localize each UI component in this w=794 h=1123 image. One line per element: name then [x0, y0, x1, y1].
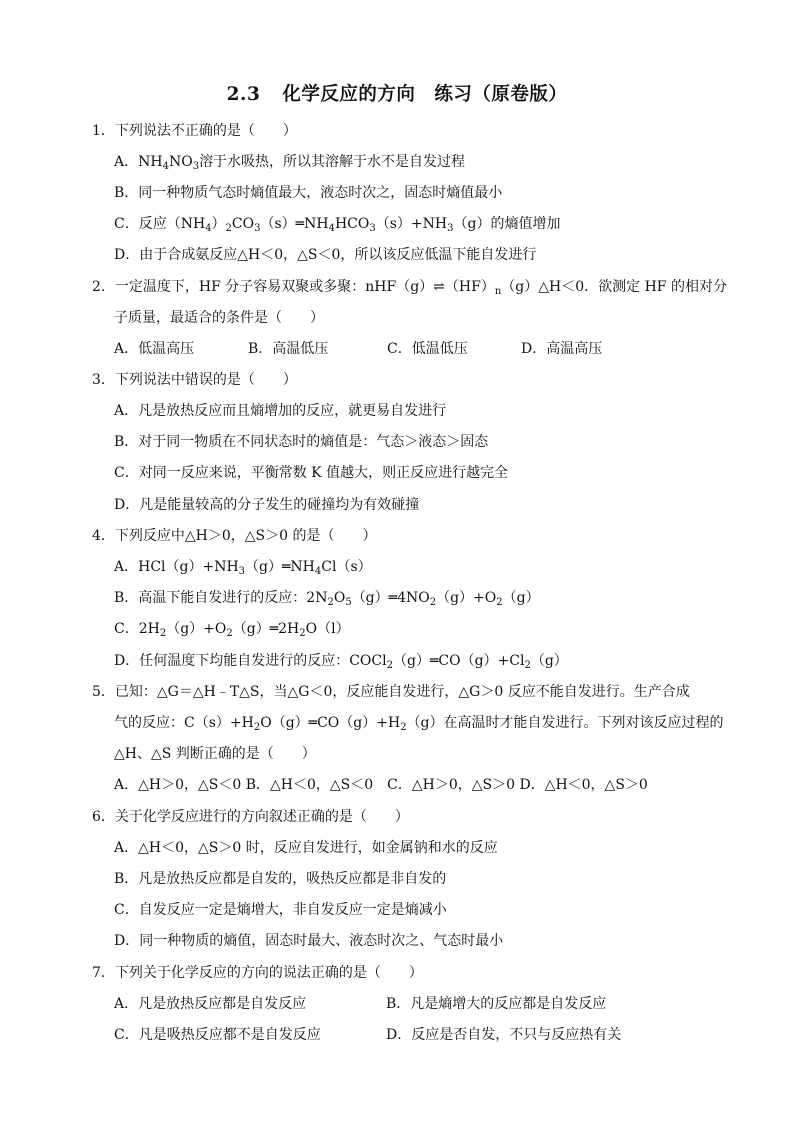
q4-option-b: B．高温下能自发进行的反应：$2N_2O_5(g)═4NO_2(g)+O_2(g)$	[114, 590, 540, 608]
q2-option-b: B．高温低压	[248, 341, 329, 357]
q6-option-d: D．同一种物质的熵值，固态时最大、液态时次之、气态时最小	[114, 933, 504, 949]
q2-stem-line2: 子质量，最适合的条件是（ ）	[114, 310, 324, 326]
q2-option-a: A．低温高压	[114, 341, 195, 357]
q3-option-b: B．对于同一物质在不同状态时的熵值是：气态＞液态＞固态	[114, 434, 489, 450]
q5-options: A．△H＞0，△S＜0 B．△H＜0，△S＜0 C．△H＞0，△S＞0 D．△H＜0，△S＞0	[114, 777, 648, 793]
q3-option-d: D．凡是能量较高的分子发生的碰撞均为有效碰撞	[114, 497, 420, 513]
q4-option-d: D．任何温度下均能自发进行的反应：$COCl_2(g)═CO(g)+Cl_2(g)$	[114, 653, 568, 671]
q1-option-d: D．由于合成氨反应△H＜0，△S＜0，所以该反应低温下能自发进行	[114, 247, 537, 263]
q1-option-c: C．反应$(NH_4)_2CO_3(s)═NH_4HCO_3(s)+NH_3(g)$的熵值增加	[114, 216, 561, 234]
q6-stem: 6．关于化学反应进行的方向叙述正确的是（ ）	[92, 809, 409, 825]
q5-stem-line1: 5．已知：△G＝△H﹣T△S，当△G＜0，反应能自发进行，△G＞0 反应不能自发进行。生产合成	[92, 684, 690, 700]
q4-stem: 4．下列反应中△H＞0，△S＞0 的是（ ）	[92, 528, 377, 544]
q4-option-c: C．$2H_2(g)+O_2(g)═2H_2O(l)$	[114, 621, 350, 639]
title-number: 2.3	[226, 84, 261, 105]
q5-stem-line3: △H、△S 判断正确的是（ ）	[114, 746, 316, 762]
q7-stem: 7．下列关于化学反应的方向的说法正确的是（ ）	[92, 965, 423, 981]
q6-option-c: C．自发反应一定是熵增大，非自发反应一定是熵减小	[114, 902, 447, 918]
q1-option-b: B．同一种物质气态时熵值最大，液态时次之，固态时熵值最小	[114, 185, 503, 201]
q5-stem-line2: 气的反应：$C(s)+H_2O(g)═CO(g)+H_2(g)$在高温时才能自发进行。下列对该反应过程的	[114, 715, 724, 733]
q1-stem: 1．下列说法不正确的是（ ）	[92, 123, 297, 139]
q4-option-a: A．$HCl(g)+NH_3(g)═NH_4Cl(s)$	[114, 559, 372, 577]
q3-stem: 3．下列说法中错误的是（ ）	[92, 372, 297, 388]
title-text: 化学反应的方向 练习（原卷版）	[282, 84, 568, 105]
q2-option-d: D．高温高压	[521, 341, 603, 357]
q7-option-b: B．凡是熵增大的反应都是自发反应	[386, 996, 607, 1012]
page-title	[0, 80, 794, 106]
q7-option-d: D．反应是否自发，不只与反应热有关	[386, 1027, 622, 1043]
q3-option-a: A．凡是放热反应而且熵增加的反应，就更易自发进行	[114, 403, 447, 419]
q2-option-c: C．低温低压	[387, 341, 468, 357]
q3-option-c: C．对同一反应来说，平衡常数 K 值越大，则正反应进行越完全	[114, 465, 509, 481]
q6-option-a: A．△H＜0，△S＞0 时，反应自发进行，如金属钠和水的反应	[114, 840, 498, 856]
q7-option-a: A．凡是放热反应都是自发反应	[114, 996, 307, 1012]
q6-option-b: B．凡是放热反应都是自发的，吸热反应都是非自发的	[114, 871, 447, 887]
q2-stem-line1: 2．一定温度下，HF 分子容易双聚或多聚：$nHF(g)\rightleftharpoons(HF)_n(g)\triangle H<0$．欲测定 HF 的相对分	[92, 279, 727, 297]
q7-option-c: C．凡是吸热反应都不是自发反应	[114, 1027, 321, 1043]
q1-option-a: A．$NH_4NO_3$溶于水吸热，所以其溶解于水不是自发过程	[114, 154, 466, 172]
